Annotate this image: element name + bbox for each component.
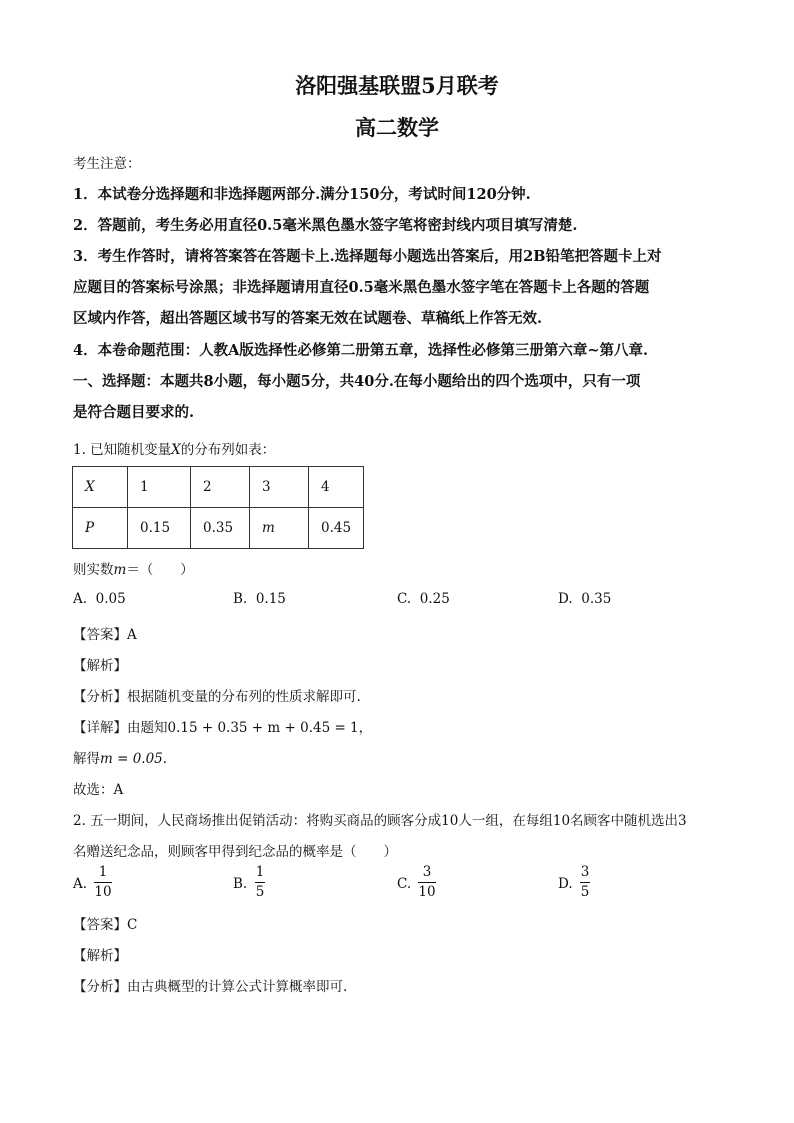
q2-option-b-fraction <box>255 864 265 901</box>
q2-option-c-fraction <box>418 864 436 901</box>
fraction-denominator: 5 <box>255 884 265 900</box>
fraction-bar <box>255 882 265 883</box>
notice-item-1: 1．本试卷分选择题和非选择题两部分.满分150分，考试时间120分钟. <box>73 186 531 203</box>
q2-stem: 2. 五一期间，人民商场推出促销活动：将购买商品的顾客分成10人一组，在每组10名顾客中随机选出3 <box>73 813 687 829</box>
option-value: 0.25 <box>419 591 450 607</box>
solve-prefix: 解得 <box>73 751 100 767</box>
fraction-numerator: 3 <box>580 864 590 880</box>
detail-suffix: ， <box>358 720 373 736</box>
option-value: 0.35 <box>581 591 612 607</box>
q2-option-a-fraction <box>94 864 112 901</box>
q2-option-b-label: B. <box>233 876 248 892</box>
option-value: 0.15 <box>255 591 286 607</box>
notice-item-3: 3．考生作答时，请将答案答在答题卡上.选择题每小题选出答案后，用2B铅笔把答题卡上对 <box>73 248 662 265</box>
q1-stem-var: X <box>171 442 181 458</box>
notice-item-3-cont: 应题目的答案标号涂黑；非选择题请用直径0.5毫米黑色墨水签字笔在答题卡上各题的答题 <box>73 279 650 296</box>
table-row <box>73 508 364 549</box>
q1-option-b <box>233 591 286 607</box>
fraction-bar <box>418 882 436 883</box>
answer-value: C <box>127 917 138 933</box>
option-label: C. <box>397 591 412 607</box>
table-cell: P <box>73 508 128 549</box>
option-value: 0.05 <box>95 591 126 607</box>
answer-tag: 【答案】 <box>73 917 127 933</box>
notice-heading: 考生注意： <box>73 156 141 172</box>
q2-analysis-tag: 【解析】 <box>73 948 127 964</box>
fenxi-text: 根据随机变量的分布列的性质求解即可. <box>127 689 361 705</box>
fraction-denominator: 10 <box>418 884 436 900</box>
table-cell: 4 <box>309 467 364 508</box>
q1-detail <box>73 716 372 736</box>
fraction-denominator: 5 <box>580 884 590 900</box>
option-label: A. <box>73 591 88 607</box>
solve-suffix: . <box>162 751 168 767</box>
q2-option-d-fraction <box>580 864 590 901</box>
fraction-bar <box>580 882 590 883</box>
table-cell: 0.15 <box>128 508 191 549</box>
q2-answer <box>73 913 137 933</box>
q1-analysis-tag: 【解析】 <box>73 658 127 674</box>
table-cell: 3 <box>250 467 309 508</box>
q1-option-d <box>558 591 611 607</box>
q2-option-a-label: A. <box>73 876 88 892</box>
solve-equation: m = 0.05 <box>100 751 163 767</box>
option-label: B. <box>233 591 248 607</box>
q1-solve <box>73 747 167 767</box>
fraction-numerator: 1 <box>98 864 108 880</box>
q1-ask <box>73 558 194 578</box>
table-cell: 2 <box>191 467 250 508</box>
section-heading: 一、选择题：本题共8小题，每小题5分，共40分.在每小题给出的四个选项中，只有一项 <box>73 373 641 390</box>
notice-item-4: 4．本卷命题范围：人教A版选择性必修第二册第五章，选择性必修第三册第六章~第八章. <box>73 342 649 359</box>
q1-stem-after: 的分布列如表： <box>180 442 276 458</box>
q1-option-a <box>73 591 126 607</box>
q1-answer <box>73 623 137 643</box>
q2-fenxi <box>73 975 347 995</box>
q2-option-d-label: D. <box>558 876 573 892</box>
notice-item-3-cont2: 区域内作答，超出答题区域书写的答案无效在试题卷、草稿纸上作答无效. <box>73 310 543 327</box>
fraction-bar <box>94 882 112 883</box>
fraction-denominator: 10 <box>94 884 112 900</box>
option-label: D. <box>558 591 573 607</box>
distribution-table <box>72 466 364 549</box>
q1-fenxi <box>73 685 361 705</box>
fraction-numerator: 1 <box>255 864 265 880</box>
q1-ask-after: ＝（ ） <box>126 562 194 578</box>
detail-equation: 0.15 + 0.35 + m + 0.45 = 1 <box>167 720 359 736</box>
q1-ask-var: m <box>113 562 127 578</box>
exam-subject: 高二数学 <box>355 115 439 140</box>
fenxi-tag: 【分析】 <box>73 979 127 995</box>
table-cell: 0.35 <box>191 508 250 549</box>
q2-stem-cont: 名赠送纪念品，则顾客甲得到纪念品的概率是（ ） <box>73 844 397 860</box>
answer-tag: 【答案】 <box>73 627 127 643</box>
exam-title: 洛阳强基联盟5月联考 <box>295 73 499 98</box>
q1-option-c <box>397 591 450 607</box>
q1-stem <box>73 438 275 458</box>
table-cell: X <box>73 467 128 508</box>
table-cell: 0.45 <box>309 508 364 549</box>
notice-item-2: 2．答题前，考生务必用直径0.5毫米黑色墨水签字笔将密封线内项目填写清楚. <box>73 217 578 234</box>
detail-tag: 【详解】 <box>73 720 127 736</box>
fenxi-tag: 【分析】 <box>73 689 127 705</box>
q1-ask-before: 则实数 <box>73 562 114 578</box>
table-row <box>73 467 364 508</box>
answer-value: A <box>127 627 137 643</box>
detail-prefix: 由题知 <box>127 720 168 736</box>
fenxi-text: 由古典概型的计算公式计算概率即可. <box>127 979 348 995</box>
q2-option-c-label: C. <box>397 876 412 892</box>
q1-choose: 故选：A <box>73 782 124 798</box>
fraction-numerator: 3 <box>422 864 432 880</box>
q1-stem-before: 1. 已知随机变量 <box>73 442 172 458</box>
table-cell: 1 <box>128 467 191 508</box>
table-cell: m <box>250 508 309 549</box>
section-heading-cont: 是符合题目要求的. <box>73 404 195 421</box>
